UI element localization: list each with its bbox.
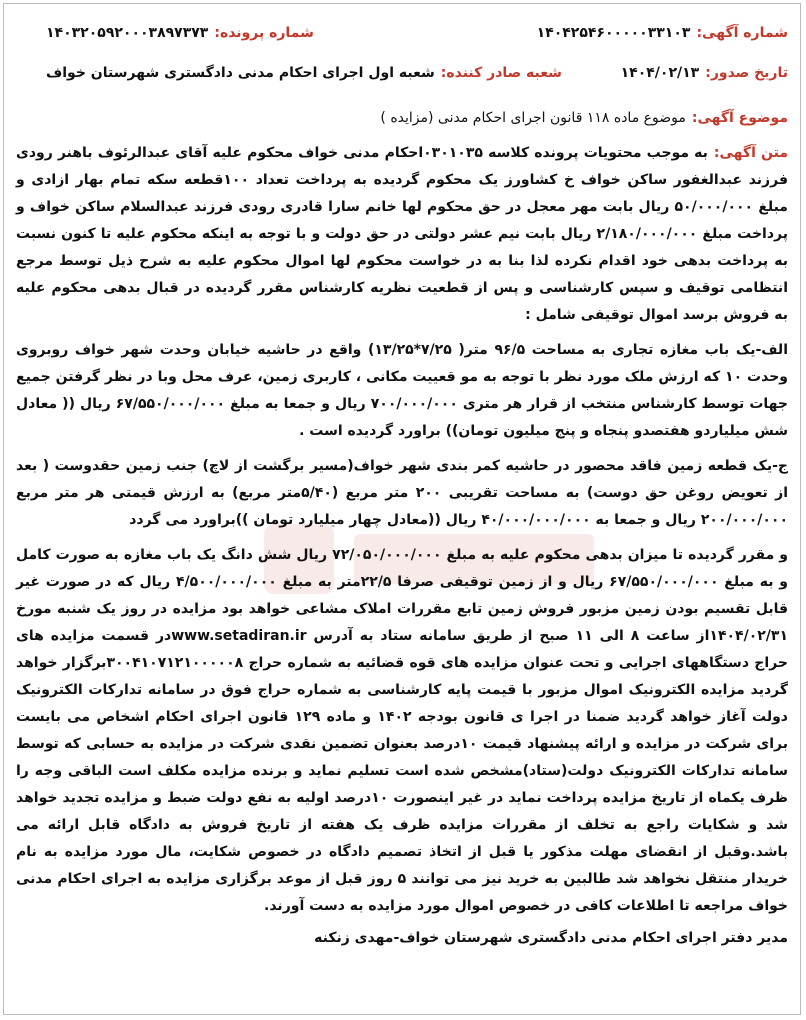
notice-number-label: شماره آگهی: bbox=[696, 25, 788, 41]
header-row-1 bbox=[16, 18, 788, 48]
body-paragraph-1 bbox=[16, 140, 788, 329]
body-label: متن آگهی: bbox=[713, 145, 788, 161]
notice-body bbox=[16, 140, 788, 920]
issuer-value: شعبه اول اجرای احکام مدنی دادگستری شهرستان خواف bbox=[46, 65, 435, 81]
body-paragraph-3: ج-یک قطعه زمین فاقد محصور در حاشیه کمر بندی شهر خواف(مسیر برگشت از لاچ) جنب زمین حقدوست ( بعد از تعویض روغن حق دوست) به مساحت تقریبی ۲۰۰ متر مربع (۵/۴۰متر مربع) به ارزش قیمتی هر متر مربع ۲۰۰/۰۰۰/۰۰۰ ریال و جمعا به ۴۰/۰۰۰/۰۰۰/۰۰۰ ریال ((معادل چهار میلیارد تومان ))براورد می گردد bbox=[16, 458, 788, 528]
file-number-label: شماره پرونده: bbox=[214, 25, 314, 41]
notice-number bbox=[537, 25, 788, 41]
issue-date-label: تاریخ صدور: bbox=[705, 65, 788, 81]
notice-frame bbox=[3, 3, 801, 1015]
file-number-value: ۱۴۰۳۲۰۵۹۲۰۰۰۳۸۹۷۳۷۳ bbox=[46, 25, 209, 41]
body-paragraph-1-text: به موجب محتویات پرونده کلاسه ۰۳۰۱۰۳۵احکام مدنی خواف محکوم علیه آقای عبدالرئوف باهنر رودی فرزند عبدالغفور ساکن خواف خ کشاورز یک محکوم گردیده به پرداخت تعداد ۱۰۰قطعه سکه تمام بهار ازادی و مبلغ ۵۰/۰۰۰/۰۰۰ ریال بابت مهر معجل در حق محکوم لها خانم سارا قادری رودی فرزند عبدالسلام ساکن خواف و پرداخت مبلغ ۲/۱۸۰/۰۰۰/۰۰۰ ریال بابت نیم عشر دولتی در حق دولت و با توجه به اینکه محکوم علیه تا کنون نسبت به پرداخت بدهی خود اقدام نکرده لذا بنا به در خواست محکوم لها اموال محکوم علیه به شرح ذیل توسط مرجع انتظامی توقیف و سپس کارشناسی و پس از قطعیت نظریه کارشناس مقرر گردیده در قبال بدهی محکوم علیه به فروش برسد اموال توقیفی شامل : bbox=[16, 145, 788, 323]
file-number bbox=[46, 25, 314, 41]
issue-date-value: ۱۴۰۴/۰۲/۱۳ bbox=[620, 65, 700, 81]
issuer-label: شعبه صادر کننده: bbox=[440, 65, 562, 81]
body-paragraph-4: و مقرر گردیده تا میزان بدهی محکوم علیه به مبلغ ۷۲/۰۵۰/۰۰۰/۰۰۰ ریال شش دانگ یک باب مغازه به صورت کامل و به مبلغ ۶۷/۵۵۰/۰۰۰/۰۰۰ ریال و از زمین توقیفی صرفا ۲۲/۵متر به مبلغ ۴/۵۰۰/۰۰۰/۰۰۰ ریال که در صورت غیر قابل تقسیم بودن زمین مزبور فروش زمین تابع مقررات املاک مشاعی خواهد بود مزایده در روز یک شنبه مورخ ۱۴۰۴/۰۲/۳۱از ساعت ۸ الی ۱۱ صبح از طریق سامانه ستاد به آدرس www.setadiran.irدر قسمت مزایده های حراج دستگاههای اجرایی و تحت عنوان مزایده های قوه قضائیه به شماره حراج ۳۰۰۴۱۰۷۱۲۱۰۰۰۰۰۸برگزار خواهد گردید مزایده الکترونیک اموال مزبور با قیمت پایه کارشناسی به شماره حراج فوق در سامانه تدارکات الکترونیک دولت آغاز خواهد گردید ضمنا در اجرا ی قانون بودجه ۱۴۰۲ و ماده ۱۲۹ قانون اجرای احکام اشخاص می بایست برای شرکت در مزایده و ارائه پیشنهاد قیمت ۱۰درصد بعنوان تضمین نقدی شرکت در مزایده به حسابی که توسط سامانه تدارکات الکترونیک دولت(ستاد)مشخص شده است تسلیم نماید و برنده مزایده مکلف است الباقی وجه را ظرف یکماه از تاریخ مزایده پرداخت نماید در غیر اینصورت ۱۰درصد اولیه به نفع دولت ضبط و مزایده تجدید خواهد شد و شکایات راجع به تخلف از مقررات مزایده ظرف یک هفته از تاریخ فروش به دادگاه قابل ارائه می باشد.وقبل از انقضای مهلت مذکور یا قبل از اتخاذ تصمیم دادگاه در خصوص شکایت، مال مورد مزایده به نام خریدار منتقل نخواهد شد طالبین به خرید نیز می توانند ۵ روز قبل از موعد برگزاری مزایده به اجرای احکام مدنی خواف مراجعه تا اطلاعات کافی در خصوص اموال مورد مزایده به دست آورند. bbox=[16, 547, 789, 914]
subject bbox=[16, 110, 788, 126]
body-paragraph-2: الف-یک باب مغازه تجاری به مساحت ۹۶/۵ متر( ۷/۲۵*۱۳/۲۵) واقع در حاشیه خیابان وحدت شهر خواف روبروی وحدت ۱۰ که ارزش ملک مورد نظر با توجه به مو قعییت مکانی ، کاربری زمین، عرف محل وبا در نظر گرفتن جمیع جهات توسط کارشناس منتخب از قرار هر متری ۷۰۰/۰۰۰/۰۰۰ ریال و جمعا به مبلغ ۶۷/۵۵۰/۰۰۰/۰۰۰ ریال (( معادل شش میلیاردو هفتصدو پنجاه و پنج میلیون تومان)) براورد گردیده است . bbox=[16, 342, 789, 439]
subject-label: موضوع آگهی: bbox=[691, 110, 788, 126]
notice bbox=[16, 18, 788, 946]
header-row-2 bbox=[16, 58, 788, 88]
signature: مدیر دفتر اجرای احکام مدنی دادگستری شهرستان خواف-مهدی زنکنه bbox=[314, 930, 788, 946]
notice-number-value: ۱۴۰۴۲۵۴۶۰۰۰۰۰۳۳۱۰۳ bbox=[536, 25, 691, 41]
subject-text: موضوع ماده ۱۱۸ قانون اجرای احکام مدنی (مزایده ) bbox=[380, 110, 686, 126]
issuer bbox=[46, 65, 562, 81]
issue-date bbox=[621, 65, 788, 81]
